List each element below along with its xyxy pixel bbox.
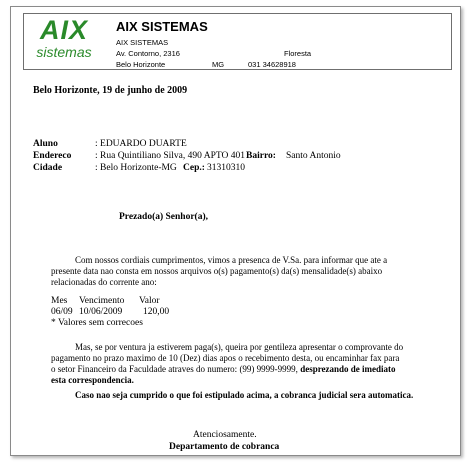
company-city: Belo Horizonte (116, 60, 166, 69)
logo-text-bottom: sistemas (36, 44, 92, 60)
paragraph-2-line-4: esta correspondencia. (51, 375, 134, 385)
values-note: * Valores sem correcoes (51, 318, 143, 328)
paragraph-2-line-3 (51, 364, 396, 375)
date-line: Belo Horizonte, 19 de junho de 2009 (33, 85, 188, 96)
table-cell-value: 120,00 (143, 307, 170, 317)
company-name: AIX SISTEMAS (116, 19, 208, 34)
district-label: Bairro: (246, 151, 276, 161)
paragraph-3: Caso nao seja cumprido o que foi estipulado acima, a cobranca judicial sera automatica. (75, 390, 414, 400)
department-signature: Departamento de cobranca (169, 442, 280, 452)
company-district: Floresta (284, 49, 312, 58)
table-header-month: Mes (51, 296, 68, 306)
table-cell-month: 06/09 (51, 307, 73, 317)
paragraph-2-line-3-bold: desprezando de imediato (300, 364, 396, 374)
table-cell-due: 10/06/2009 (79, 307, 123, 317)
paragraph-2-line-3-text: o setor Financeiro da Faculdade atraves do numero: (99) 9999-9999, (51, 364, 298, 374)
company-phone: 031 34628918 (248, 60, 296, 69)
company-address: Av. Contorno, 2316 (116, 49, 180, 58)
paragraph-1-line-2: presente data nao consta em nossos arquivos o(s) pagamento(s) da(s) mensalidade(s) abaixo (51, 266, 383, 276)
paragraph-1-line-1: Com nossos cordiais cumprimentos, vimos a presenca de V.Sa. para informar que ate a (75, 255, 388, 265)
paragraph-2-line-1: Mas, se por ventura ja estiverem paga(s), queira por gentileza apresentar o comprovante do (75, 342, 404, 352)
city-label: Cidade (33, 163, 63, 173)
letterhead (23, 13, 452, 70)
student-value: : EDUARDO DUARTE (95, 139, 187, 149)
city-value: : Belo Horizonte-MG (95, 163, 177, 173)
student-label: Aluno (33, 139, 58, 149)
closing: Atenciosamente. (193, 430, 257, 440)
company-logo (30, 17, 98, 67)
district-value: Santo Antonio (286, 151, 341, 161)
company-name-line: AIX SISTEMAS (116, 38, 169, 47)
address-value: : Rua Quintiliano Silva, 490 APTO 401 (95, 151, 245, 161)
logo-text-top: AIX (39, 15, 88, 45)
address-label: Endereco (33, 151, 72, 161)
paragraph-2-line-2: pagamento no prazo maximo de 10 (Dez) dias apos o recebimento desta, ou encaminhar fax para (51, 353, 400, 363)
zip-label: Cep.: (183, 163, 205, 173)
paragraph-1-line-3: relacionadas do corrente ano: (51, 277, 157, 287)
company-state: MG (212, 60, 225, 69)
table-header-due: Vencimento (79, 296, 125, 306)
greeting: Prezado(a) Senhor(a), (119, 212, 209, 222)
table-header-value: Valor (139, 296, 160, 306)
zip-value: 31310310 (207, 163, 245, 173)
letter-page (10, 6, 461, 456)
